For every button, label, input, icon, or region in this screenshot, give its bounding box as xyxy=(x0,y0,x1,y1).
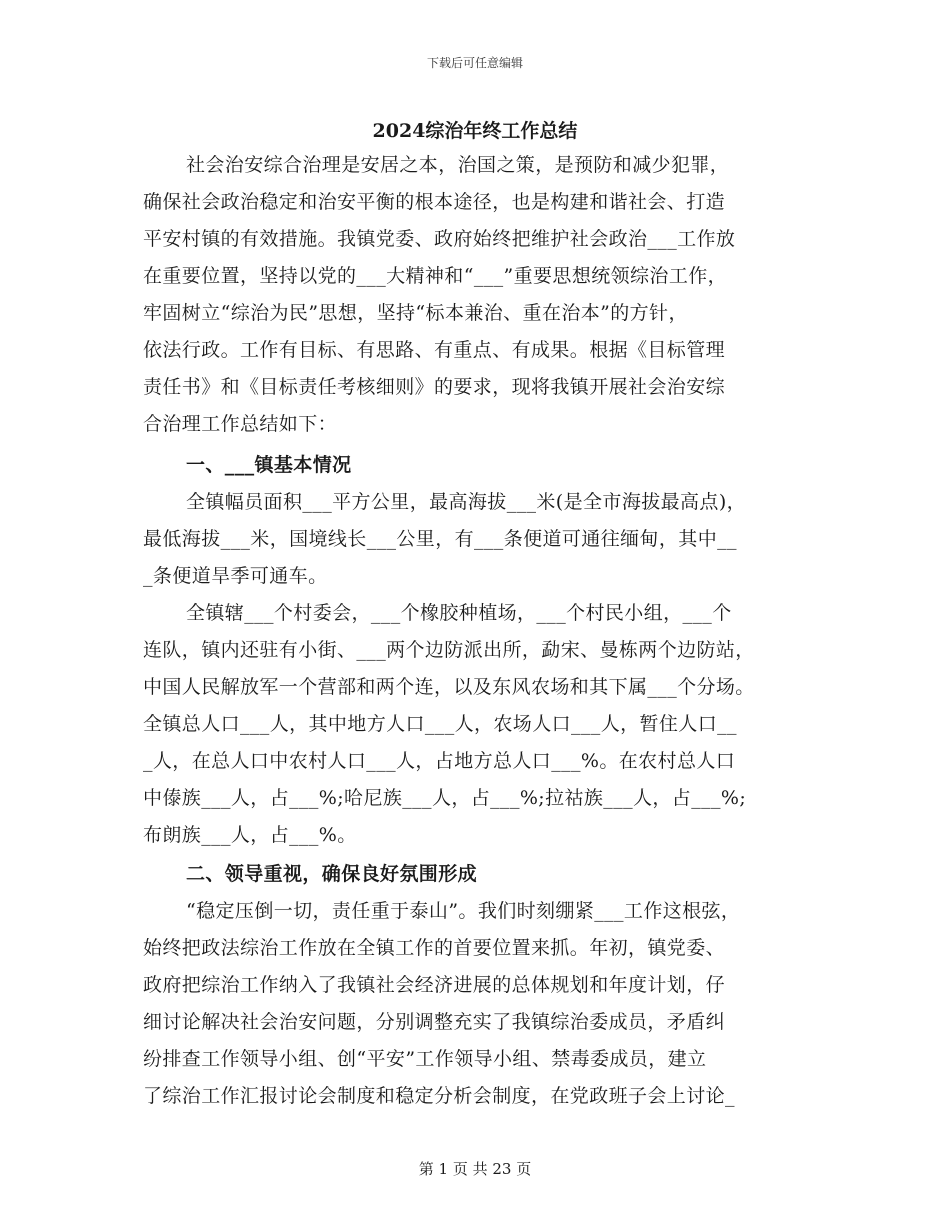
paragraph-line: 始终把政法综治工作放在全镇工作的首要位置来抓。年初，镇党委、 xyxy=(143,937,726,959)
paragraph-line: 合治理工作总结如下： xyxy=(143,413,338,435)
document-title: 2024综治年终工作总结 xyxy=(372,120,578,142)
paragraph-line: 全镇总人口___人，其中地方人口___人，农场人口___人，暂住人口__ xyxy=(143,713,737,735)
paragraph-line: 中傣族___人，占___%;哈尼族___人，占___%;拉祜族___人，占___%; xyxy=(143,787,747,809)
paragraph-line: 连队，镇内还驻有小街、___两个边防派出所，勐宋、曼栋两个边防站， xyxy=(143,639,755,661)
section-heading: 一、___镇基本情况 xyxy=(186,454,352,476)
paragraph-line: 依法行政。工作有目标、有思路、有重点、有成果。根据《目标管理 xyxy=(143,339,726,361)
paragraph-line: 在重要位置，坚持以党的___大精神和“___”重要思想统领综治工作， xyxy=(143,265,728,287)
paragraph-line: 全镇辖___个村委会，___个橡胶种植场，___个村民小组，___个 xyxy=(186,602,732,624)
paragraph-line: _人，在总人口中农村人口___人，占地方总人口___%。在农村总人口 xyxy=(143,750,736,772)
paragraph-line: 纷排查工作领导小组、创“平安”工作领导小组、禁毒委成员，建立 xyxy=(143,1048,707,1070)
section-heading: 二、领导重视，确保良好氛围形成 xyxy=(186,863,478,885)
page-footer: 第 1 页 共 23 页 xyxy=(418,1160,532,1178)
paragraph-line: 社会治安综合治理是安居之本，治国之策，是预防和减少犯罪， xyxy=(186,154,730,176)
paragraph-line: 布朗族___人，占___%。 xyxy=(143,824,357,846)
paragraph-line: 全镇幅员面积___平方公里，最高海拔___米(是全市海拔最高点)， xyxy=(186,491,747,513)
paragraph-line: _条便道旱季可通车。 xyxy=(143,565,328,587)
paragraph-line: 最低海拔___米，国境线长___公里，有___条便道可通往缅甸，其中__ xyxy=(143,528,737,550)
paragraph-line: 政府把综治工作纳入了我镇社会经济进展的总体规划和年度计划，仔 xyxy=(143,974,726,996)
paragraph-line: 了综治工作汇报讨论会制度和稳定分析会制度，在党政班子会上讨论_ xyxy=(143,1085,735,1107)
paragraph-line: 牢固树立“综治为民”思想，坚持“标本兼治、重在治本”的方针， xyxy=(143,302,688,324)
header-note: 下载后可任意编辑 xyxy=(426,56,523,70)
paragraph-line: 平安村镇的有效措施。我镇党委、政府始终把维护社会政治___工作放 xyxy=(143,228,736,250)
paragraph-line: “稳定压倒一切，责任重于泰山”。我们时刻绷紧___工作这根弦， xyxy=(186,900,741,922)
paragraph-line: 确保社会政治稳定和治安平衡的根本途径，也是构建和谐社会、打造 xyxy=(143,191,726,213)
paragraph-line: 细讨论解决社会治安问题，分别调整充实了我镇综治委成员，矛盾纠 xyxy=(143,1011,726,1033)
paragraph-line: 责任书》和《目标责任考核细则》的要求，现将我镇开展社会治安综 xyxy=(143,376,726,398)
paragraph-line: 中国人民解放军一个营部和两个连，以及东风农场和其下属___个分场。 xyxy=(143,676,755,698)
